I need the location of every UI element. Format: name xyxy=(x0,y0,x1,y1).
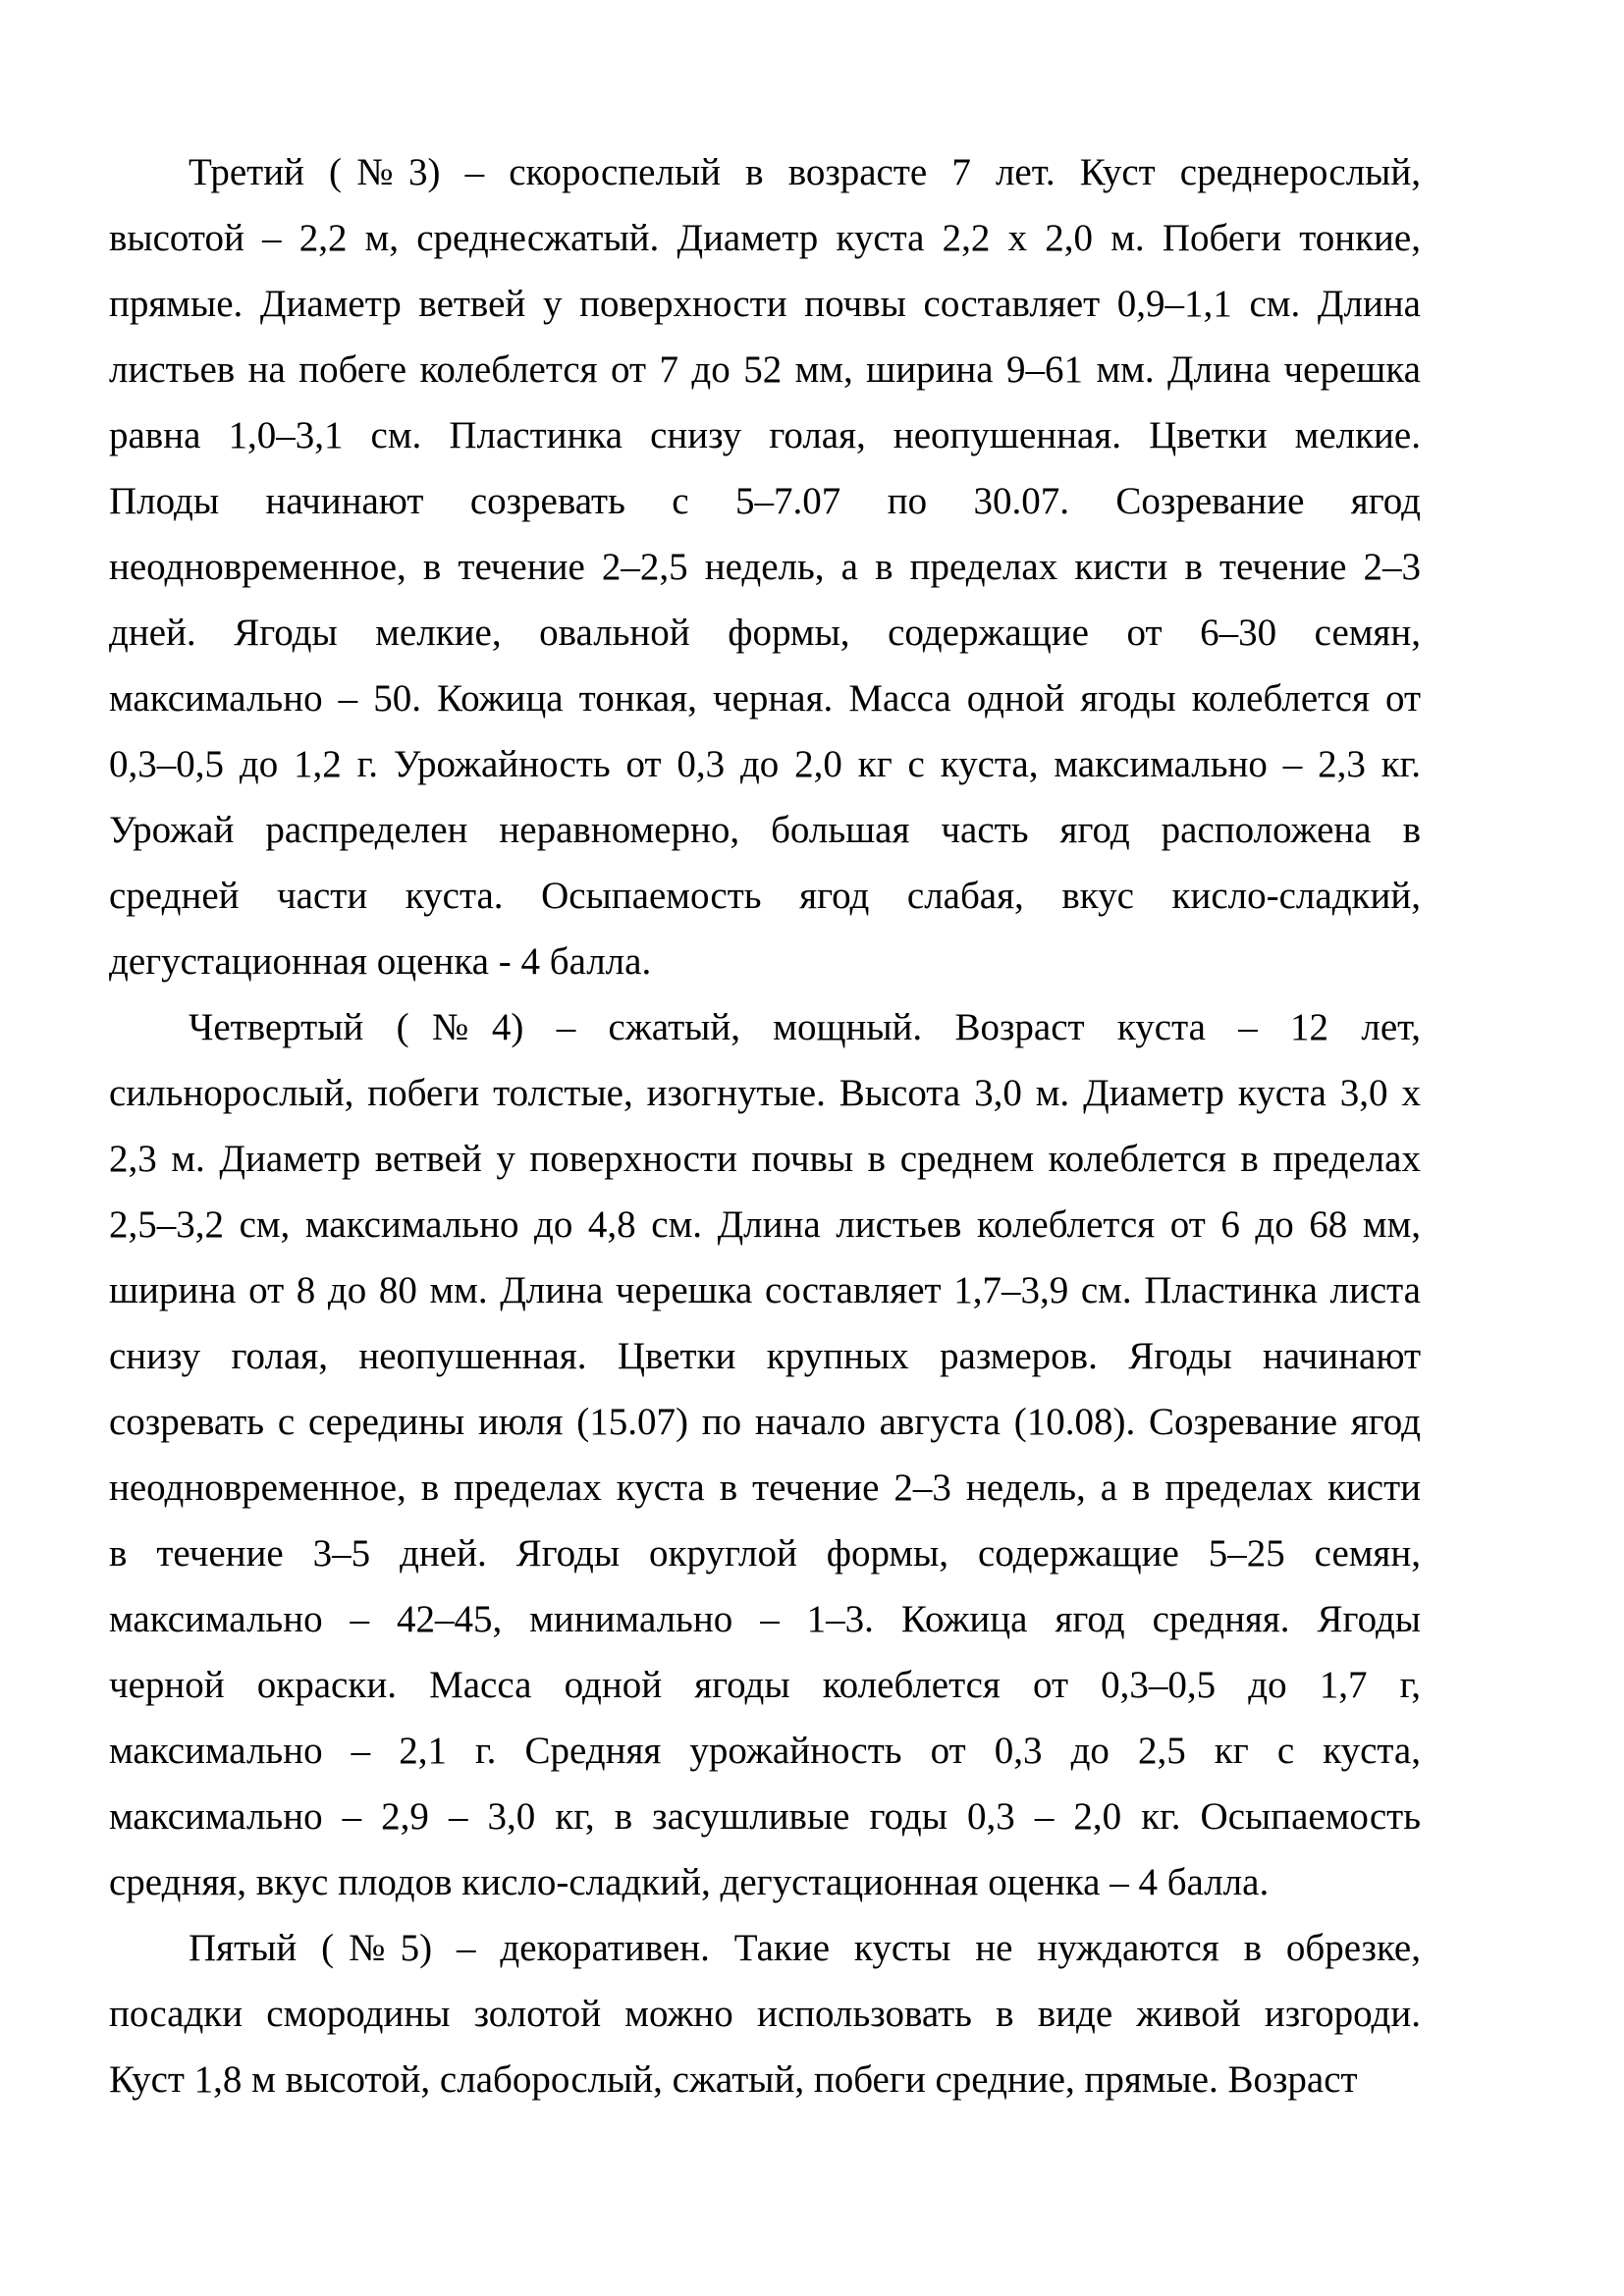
document-body xyxy=(109,139,1421,2112)
text-line: в течение 3–5 дней. Ягоды округлой формы, содержащие 5–25 семян, xyxy=(109,1532,1421,1575)
text-line: черной окраски. Масса одной ягоды колеблется от 0,3–0,5 до 1,7 г, xyxy=(109,1664,1421,1706)
text-line: максимально – 42–45, минимально – 1–3. Кожица ягод средняя. Ягоды xyxy=(109,1598,1421,1640)
text-line: неодновременное, в пределах куста в течение 2–3 недель, а в пределах кисти xyxy=(109,1467,1421,1509)
paragraph xyxy=(109,994,1421,1915)
text-line: Плоды начинают созревать с 5–7.07 по 30.07. Созревание ягод xyxy=(109,480,1421,522)
text-line: листьев на побеге колеблется от 7 до 52 мм, ширина 9–61 мм. Длина черешка xyxy=(109,348,1421,391)
text-line: максимально – 50. Кожица тонкая, черная. Масса одной ягоды колеблется от xyxy=(109,677,1421,720)
text-line: 2,3 м. Диаметр ветвей у поверхности почвы в среднем колеблется в пределах xyxy=(109,1138,1421,1180)
text-line: неодновременное, в течение 2–2,5 недель, а в пределах кисти в течение 2–3 xyxy=(109,546,1421,588)
text-line: 2,5–3,2 см, максимально до 4,8 см. Длина листьев колеблется от 6 до 68 мм, xyxy=(109,1203,1421,1246)
text-line: Куст 1,8 м высотой, слаборослый, сжатый, побеги средние, прямые. Возраст xyxy=(109,2058,1358,2101)
text-line: Четвертый (№4) – сжатый, мощный. Возраст куста – 12 лет, xyxy=(189,1006,1421,1048)
text-line: максимально – 2,1 г. Средняя урожайность от 0,3 до 2,5 кг с куста, xyxy=(109,1730,1421,1772)
text-line: дней. Ягоды мелкие, овальной формы, содержащие от 6–30 семян, xyxy=(109,612,1421,654)
text-line: снизу голая, неопушенная. Цветки крупных размеров. Ягоды начинают xyxy=(109,1335,1421,1377)
text-line: 0,3–0,5 до 1,2 г. Урожайность от 0,3 до 2,0 кг с куста, максимально – 2,3 кг. xyxy=(109,743,1421,785)
text-line: сильнорослый, побеги толстые, изогнутые. Высота 3,0 м. Диаметр куста 3,0 х xyxy=(109,1072,1421,1114)
text-line: Пятый (№5) – декоративен. Такие кусты не нуждаются в обрезке, xyxy=(189,1927,1421,1969)
paragraph xyxy=(109,1915,1421,2112)
text-line: максимально – 2,9 – 3,0 кг, в засушливые годы 0,3 – 2,0 кг. Осыпаемость xyxy=(109,1795,1421,1838)
text-line: созревать с середины июля (15.07) по начало августа (10.08). Созревание ягод xyxy=(109,1401,1421,1443)
paragraph xyxy=(109,139,1421,994)
text-line: средняя, вкус плодов кисло-сладкий, дегустационная оценка – 4 балла. xyxy=(109,1861,1270,1903)
text-line: ширина от 8 до 80 мм. Длина черешка составляет 1,7–3,9 см. Пластинка листа xyxy=(109,1269,1421,1311)
text-line: высотой – 2,2 м, среднесжатый. Диаметр куста 2,2 х 2,0 м. Побеги тонкие, xyxy=(109,217,1421,259)
text-line: равна 1,0–3,1 см. Пластинка снизу голая, неопушенная. Цветки мелкие. xyxy=(109,414,1421,456)
text-line: Третий (№3) – скороспелый в возрасте 7 лет. Куст среднерослый, xyxy=(189,151,1421,193)
text-line: посадки смородины золотой можно использовать в виде живой изгороди. xyxy=(109,1993,1421,2035)
text-line: Урожай распределен неравномерно, большая часть ягод расположена в xyxy=(109,809,1421,851)
text-line: прямые. Диаметр ветвей у поверхности почвы составляет 0,9–1,1 см. Длина xyxy=(109,283,1421,325)
text-line: средней части куста. Осыпаемость ягод слабая, вкус кисло-сладкий, xyxy=(109,875,1421,917)
text-line: дегустационная оценка - 4 балла. xyxy=(109,940,652,983)
